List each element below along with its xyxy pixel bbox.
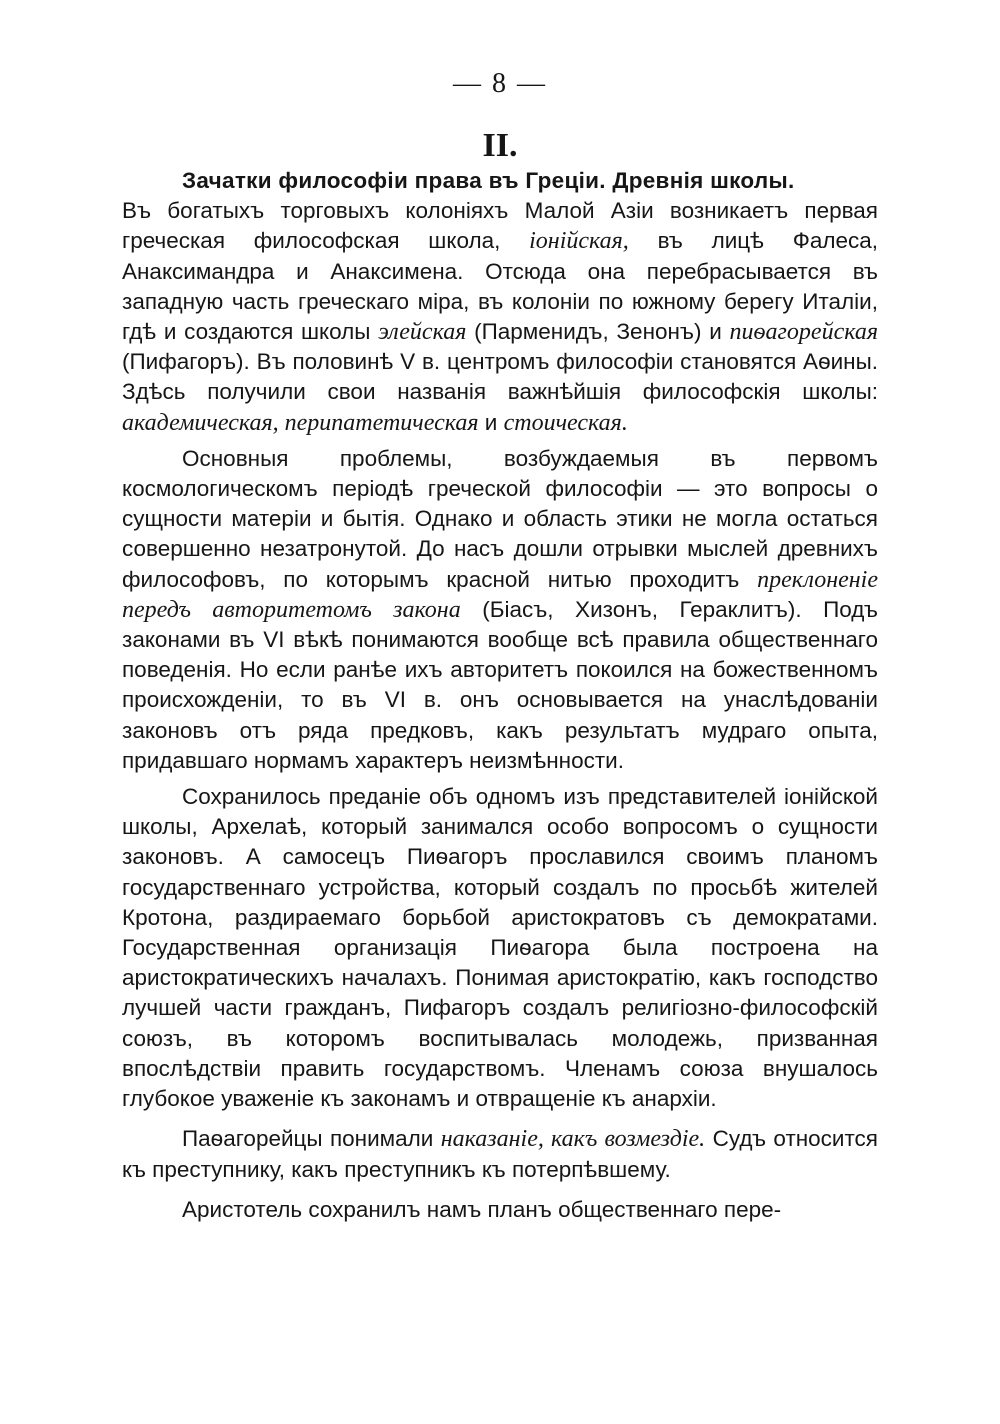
paragraph-5-text: Аристотель сохранилъ намъ планъ общественнаго пере- (182, 1196, 782, 1222)
italic-term: академическая, перипатетическая (122, 409, 479, 436)
paragraph-5 (122, 1195, 878, 1225)
paragraph-2-text: Основныя проблемы, возбуждаемыя въ первомъ космологическомъ періодѣ греческой философіи — это вопросы о сущности матеріи и бытія. Однако и область этики не могла остаться совершенно незатронутой. До насъ дошли отрывки мыслей древнихъ философовъ, по которымъ красной нитью проходитъ (122, 445, 878, 592)
italic-term: элейская (378, 319, 467, 346)
paragraph-4-text: Судъ относится къ преступнику, какъ преступникъ къ потерпѣвшему. (122, 1126, 878, 1182)
paragraph-3-text: Сохранилось преданіе объ одномъ изъ представителей іонійской школы, Архелаѣ, который занимался особо вопросомъ о сущности законовъ. А самосецъ Пиѳагоръ прославился своимъ планомъ государственнаго устройства, который создалъ по просьбѣ жителей Кротона, раздираемаго борьбой аристократовъ съ демократами. Государственная организація Пиѳагора была построена на аристократическихъ началахъ. Понимая аристократію, какъ господство лучшей части гражданъ, Пифагоръ создалъ религіозно-философскій союзъ, въ которомъ воспитывалась молодежь, призванная впослѣдствіи править государствомъ. Членамъ союза внушалось глубокое уваженіе къ законамъ и отвращеніе къ анархіи. (122, 784, 878, 1112)
body-text (122, 166, 878, 1225)
paragraph-1-text: въ лицѣ Фалеса, Анаксимандра и Анаксимена. Отсюда она перебрасывается въ западную часть греческаго міра, въ колоніи по южному берегу Италіи, гдѣ и создаются школы (122, 228, 878, 345)
paragraph-4-text: Паѳагорейцы понимали (182, 1126, 441, 1152)
page-number: — 8 — (453, 68, 547, 99)
paragraph-1-text: (Парменидъ, Зенонъ) и (466, 319, 730, 345)
section-heading: Зачатки философіи права въ Греціи. Древнія школы. (182, 168, 795, 193)
paragraph-1-text: и (478, 409, 504, 435)
italic-term: іонійская, (529, 228, 629, 255)
italic-term: стоическая. (503, 409, 628, 436)
chapter-number: II. (482, 127, 518, 164)
paragraph-2 (122, 444, 878, 776)
paragraph-1-text: Въ богатыхъ торговыхъ колоніяхъ Малой Азіи возникаетъ первая греческая философская школа, (122, 198, 878, 254)
paragraph-2-text: (Біасъ, Хизонъ, Гераклитъ). Подъ законами въ VI вѣкѣ понимаются вообще всѣ правила общественнаго поведенія. Но если ранѣе ихъ авторитетъ покоился на божественномъ происхожденіи, то въ VI в. онъ основывается на унаслѣдованіи законовъ отъ ряда предковъ, какъ результатъ мудраго опыта, придавшаго нормамъ характеръ неизмѣнности. (122, 596, 878, 773)
italic-term: наказаніе, какъ возмездіе. (440, 1126, 706, 1153)
italic-term: преклоненіе передъ авторитетомъ закона (122, 566, 878, 623)
paragraph-3 (122, 782, 878, 1114)
paragraph-4 (122, 1124, 878, 1184)
italic-term: пиѳагорейская (729, 319, 878, 346)
paragraph-1 (122, 196, 878, 438)
paragraph-1-text: (Пифагоръ). Въ половинѣ V в. центромъ философіи становятся Аѳины. Здѣсь получили свои названія важнѣйшія философскія школы: (122, 349, 878, 405)
